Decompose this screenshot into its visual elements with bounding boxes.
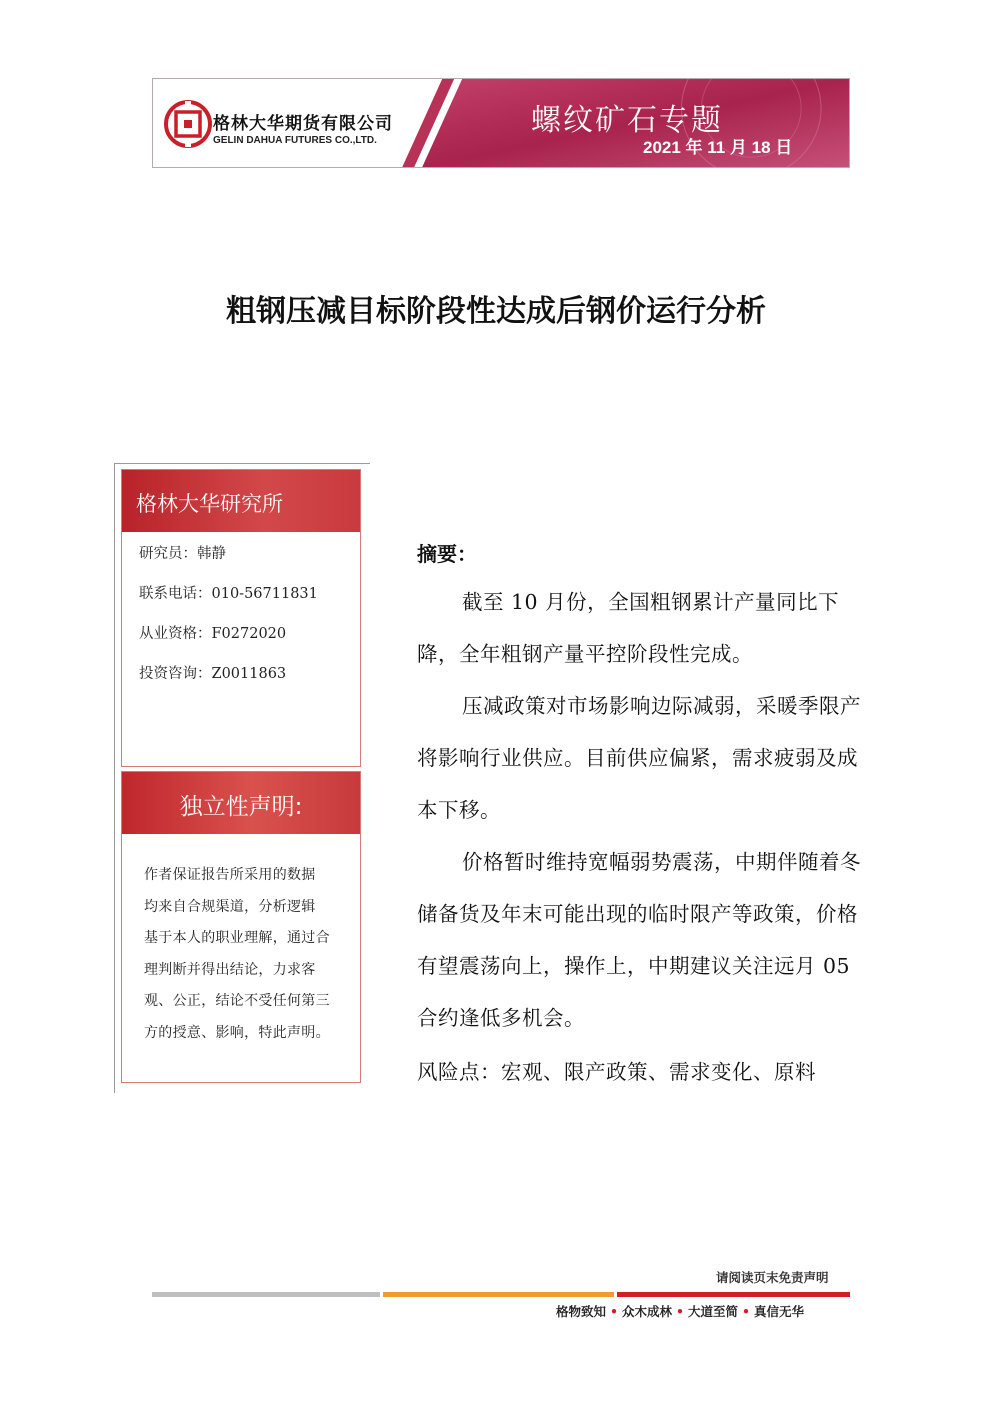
abstract-paragraph-1: 截至 10 月份，全国粗钢累计产量同比下降，全年粗钢产量平控阶段性完成。 [417, 590, 840, 666]
sidebar [114, 463, 370, 1093]
report-title: 粗钢压减目标阶段性达成后钢价运行分析 [226, 294, 766, 329]
statement-line: 作者保证报告所采用的数据 [144, 867, 316, 883]
abstract-paragraph-2: 压减政策对市场影响边际减弱，采暖季限产将影响行业供应。目前供应偏紧，需求疲弱及成本下移。 [417, 694, 861, 822]
statement-line: 基于本人的职业理解，通过合 [144, 930, 330, 946]
institute-header [122, 470, 360, 532]
abstract-heading: 摘要： [417, 542, 477, 566]
risk-points: 风险点：宏观、限产政策、需求变化、原料 [417, 1060, 816, 1084]
bullet-icon: • [676, 1304, 685, 1319]
researcher-info-box [121, 469, 361, 767]
researcher-name: 研究员：韩静 [139, 546, 226, 562]
contact-phone: 联系电话：010-56711831 [139, 586, 318, 602]
institute-name: 格林大华研究所 [136, 492, 283, 516]
slogan-item: 大道至简 [688, 1304, 739, 1319]
statement-line: 理判断并得出结论，力求客 [144, 961, 316, 978]
statement-header [122, 772, 360, 834]
report-date: 2021 年 11 月 18 日 [643, 138, 793, 157]
slogan-item: 众木成林 [622, 1304, 673, 1319]
statement-line: 方的授意、影响，特此声明。 [144, 1024, 330, 1041]
qualification-number: 从业资格：F0272020 [139, 626, 287, 642]
independence-statement-box [121, 771, 361, 1083]
consulting-number: 投资咨询：Z0011863 [139, 666, 287, 682]
header-banner [152, 78, 850, 168]
company-name-cn: 格林大华期货有限公司 [213, 114, 393, 134]
report-topic: 螺纹矿石专题 [531, 103, 723, 138]
sidebar-top-border [114, 463, 370, 464]
bullet-icon: • [610, 1304, 619, 1319]
footer-bar-red [617, 1292, 850, 1297]
statement-text [144, 860, 352, 1049]
footer-slogans [556, 1302, 804, 1320]
abstract-paragraph-3: 价格暂时维持宽幅弱势震荡，中期伴随着冬储备货及年末可能出现的临时限产等政策，价格有望震荡向上，操作上，中期建议关注远月 05 合约逢低多机会。 [417, 850, 861, 1030]
statement-line: 观、公正，结论不受任何第三 [144, 993, 330, 1009]
slogan-item: 真信无华 [754, 1304, 805, 1319]
company-logo-icon [163, 99, 213, 149]
slogan-item: 格物致知 [556, 1304, 607, 1319]
bullet-icon: • [742, 1304, 751, 1319]
company-name-en: GELIN DAHUA FUTURES CO.,LTD. [213, 135, 377, 146]
sidebar-left-border [114, 463, 115, 1093]
statement-line: 均来自合规渠道，分析逻辑 [144, 898, 316, 915]
statement-title: 独立性声明: [179, 794, 303, 820]
footer-bar-grey [152, 1292, 380, 1297]
disclaimer-note: 请阅读页末免责声明 [716, 1270, 829, 1285]
footer-bar-orange [383, 1292, 614, 1297]
